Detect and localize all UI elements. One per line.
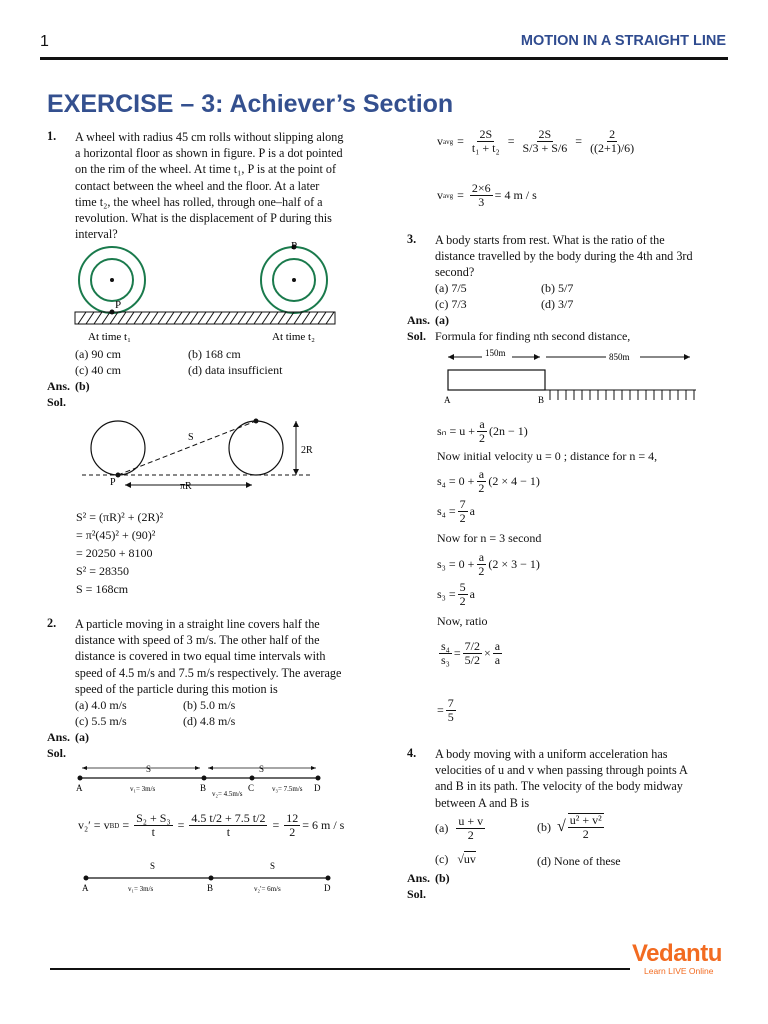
q3-line: second?	[435, 265, 475, 280]
q1-ans-label: Ans.	[47, 379, 71, 393]
vedantu-logo: Vedantu	[632, 940, 722, 967]
sol-step: S² = (πR)² + (2R)²	[76, 510, 164, 524]
opt-c-label: (c)	[435, 852, 449, 866]
fig1-v1: v₁= 3m/s	[130, 785, 156, 793]
s-label: S	[188, 432, 194, 443]
q2-text	[75, 616, 375, 697]
q3-line: distance travelled by the body during the 4th and 3rd	[435, 249, 693, 264]
q1-line: interval?	[75, 227, 118, 242]
q4-line: A body moving with a uniform acceleration has	[435, 747, 668, 761]
ratio-result: = $\frac{7}{5}$	[437, 696, 454, 724]
vavg-symbol: v	[437, 188, 443, 202]
q3-text-3: Now, ratio	[437, 614, 488, 628]
s3-formula: s₃ = 0 + $\frac{a}{2}$ (2 × 3 − 1)	[437, 550, 540, 578]
q3-option-c: (c) 7/3	[435, 297, 467, 311]
q2-figure-1	[72, 760, 332, 800]
q4-ans-label: Ans.	[407, 871, 431, 885]
time-t2-label: At time t₂	[272, 331, 315, 343]
sol-step: S = 168cm	[76, 582, 129, 596]
fig1-s2-label: S	[259, 764, 265, 774]
q4-option-b: (b) √ $\frac{\text{u² + v²}}{2}$	[537, 813, 602, 841]
q2-equation: v₂′ = v BD = $\frac{\text{S₂ + S₃}}{t}$ = $\frac{4.5 t/2 + 7.5 t/2}{t}$ = $\frac{12}{2}$ = 6 m / s	[78, 811, 345, 839]
q1-option-a: (a) 90 cm	[75, 347, 121, 361]
q1-solution-steps	[76, 508, 163, 598]
q3-option-b: (b) 5/7	[541, 281, 574, 295]
q3-option-d: (d) 3/7	[541, 297, 574, 311]
q4-answer: (b)	[435, 871, 450, 885]
q4-number: 4.	[407, 746, 417, 760]
point-a: A	[444, 395, 451, 405]
q2-option-a: (a) 4.0 m/s	[75, 698, 127, 712]
q1-answer: (b)	[75, 379, 90, 393]
q2-line: A particle moving in a straight line covers half the	[75, 617, 320, 631]
q2-answer: (a)	[75, 730, 89, 744]
sol-step: = 20250 + 8100	[76, 546, 153, 560]
q2-line: speed of 4.5 m/s and 7.5 m/s respectively. The average	[75, 665, 342, 680]
q3-text-1: Now initial velocity u = 0 ; distance for n = 4,	[437, 449, 658, 463]
q2-number: 2.	[47, 616, 57, 630]
q4-sol-label: Sol.	[407, 887, 427, 901]
opt-b-label: (b)	[537, 819, 551, 834]
distance-150m: 150m	[485, 348, 506, 358]
fig2-a: A	[82, 883, 89, 893]
s4-formula: s₄ = 0 + $\frac{a}{2}$ (2 × 4 − 1)	[437, 467, 540, 495]
q4-option-d: (d) None of these	[537, 854, 621, 868]
fig1-b: B	[200, 783, 207, 793]
q1-line: time t₂, the wheel has rolled, through one–half of a	[75, 194, 323, 209]
point-p-label-2: P	[291, 240, 298, 252]
sn-formula: sₙ = u + $\frac{a}{2}$ (2n − 1)	[437, 417, 528, 445]
q1-wheel-figure	[70, 238, 340, 348]
footer-divider	[50, 968, 630, 970]
q1-option-b: (b) 168 cm	[188, 347, 241, 361]
eq-lhs: v₂′ = v	[78, 818, 110, 832]
fig1-c: C	[248, 783, 255, 793]
q3-number: 3.	[407, 232, 417, 246]
fig2-v1: v₁= 3m/s	[128, 885, 154, 893]
q3-option-a: (a) 7/5	[435, 281, 467, 295]
q2-figure-2	[78, 858, 338, 898]
q1-line: a horizontal floor as shown in figure. P is a dot pointed	[75, 146, 343, 161]
vavg-equation-1: v avg = $\frac{2S}{\text{t₁ + t₂}}$ = $\frac{2S}{S/3 + S/6}$ = $\frac{2}{((2+1)/6)}$	[437, 127, 635, 155]
q1-option-d: (d) data insufficient	[188, 363, 283, 377]
pi-r-label: πR	[180, 481, 192, 492]
q2-sol-label: Sol.	[47, 746, 67, 760]
q2-line: distance is covered in two equal time intervals with	[75, 649, 326, 664]
q1-sol-label: Sol.	[47, 395, 67, 409]
header-divider	[40, 57, 728, 60]
sol-step: S² = 28350	[76, 564, 130, 578]
two-r-label: 2R	[301, 445, 313, 456]
q3-figure	[440, 343, 700, 405]
q3-ans-label: Ans.	[407, 313, 431, 327]
s4-result: s₄ = $\frac{7}{2}$ a	[437, 497, 475, 525]
fig2-d: D	[324, 883, 331, 893]
eq-sub: BD	[109, 821, 120, 830]
fig2-b: B	[207, 883, 214, 893]
q3-text	[435, 232, 735, 281]
q4-line: and B in its path. The velocity of the body midway	[435, 779, 683, 794]
p-label: P	[110, 477, 116, 488]
point-p-label-1: P	[115, 299, 122, 311]
vavg-equation-2: v avg = $\frac{2\times 6}{3}$ = 4 m / s	[437, 181, 537, 209]
q1-line: contact between the wheel and the floor. At a later	[75, 178, 320, 193]
q1-number: 1.	[47, 129, 57, 143]
vavg-result: = 4 m / s	[494, 188, 537, 202]
vavg-symbol: v	[437, 134, 443, 148]
q2-line: speed of the particle during this motion is	[75, 681, 278, 696]
fig1-d: D	[314, 783, 321, 793]
q4-line: between A and B is	[435, 795, 530, 810]
q1-option-c: (c) 40 cm	[75, 363, 121, 377]
fig2-s2: S	[270, 861, 276, 871]
q2-option-c: (c) 5.5 m/s	[75, 714, 127, 728]
q2-option-b: (b) 5.0 m/s	[183, 698, 236, 712]
q1-line: on the rim of the wheel. At time t₁, P is at the point of	[75, 162, 337, 177]
opt-a-label: (a)	[435, 821, 449, 835]
sol-step: = π²(45)² + (90)²	[76, 528, 156, 542]
exercise-title: EXERCISE – 3: Achiever’s Section	[47, 90, 454, 118]
fig1-v2: v₂= 4.5m/s	[212, 790, 243, 798]
q2-option-d: (d) 4.8 m/s	[183, 714, 236, 728]
s3-result: s₃ = $\frac{5}{2}$ a	[437, 580, 475, 608]
point-b: B	[538, 395, 545, 405]
fig1-v3: v₃= 7.5m/s	[272, 785, 303, 793]
q1-text	[75, 129, 375, 242]
vavg-sub: avg	[443, 191, 454, 200]
time-t1-label: At time t₁	[88, 331, 131, 343]
q4-option-a: (a) $\frac{u + v}{2}$	[435, 814, 484, 842]
q2-line: distance with speed of 3 m/s. The other half of the	[75, 633, 320, 648]
fig1-a: A	[76, 783, 83, 793]
q4-line: velocities of u and v when passing through points A	[435, 763, 688, 778]
q3-answer: (a)	[435, 313, 449, 327]
page-number: 1	[40, 33, 49, 50]
fig2-v2: v₂′= 6m/s	[254, 885, 281, 893]
q2-ans-label: Ans.	[47, 730, 71, 744]
q3-sol-label: Sol.	[407, 329, 427, 343]
eq-result: = 6 m / s	[302, 818, 345, 832]
q1-line: A wheel with radius 45 cm rolls without slipping along	[75, 130, 344, 144]
q1-solution-figure	[80, 412, 330, 497]
chapter-title: MOTION IN A STRAIGHT LINE	[520, 33, 726, 49]
ratio-formula: $\frac{\text{s₄}}{\text{s₃}}$ = $\frac{7/2}{5/2}$ × $\frac{a}{a}$	[441, 639, 501, 667]
fig1-s1-label: S	[146, 764, 152, 774]
vavg-sub: avg	[443, 137, 454, 146]
distance-850m: 850m	[609, 352, 630, 362]
q3-line: A body starts from rest. What is the ratio of the	[435, 233, 665, 247]
q3-sol-intro: Formula for finding nth second distance,	[435, 329, 631, 343]
vedantu-tagline: Learn LIVE Online	[644, 966, 714, 976]
fig2-s1: S	[150, 861, 156, 871]
q3-text-2: Now for n = 3 second	[437, 531, 542, 545]
q4-option-c: (c) √uv	[435, 852, 476, 866]
q4-text	[435, 746, 735, 811]
q1-line: revolution. What is the displacement of P during this	[75, 211, 332, 226]
